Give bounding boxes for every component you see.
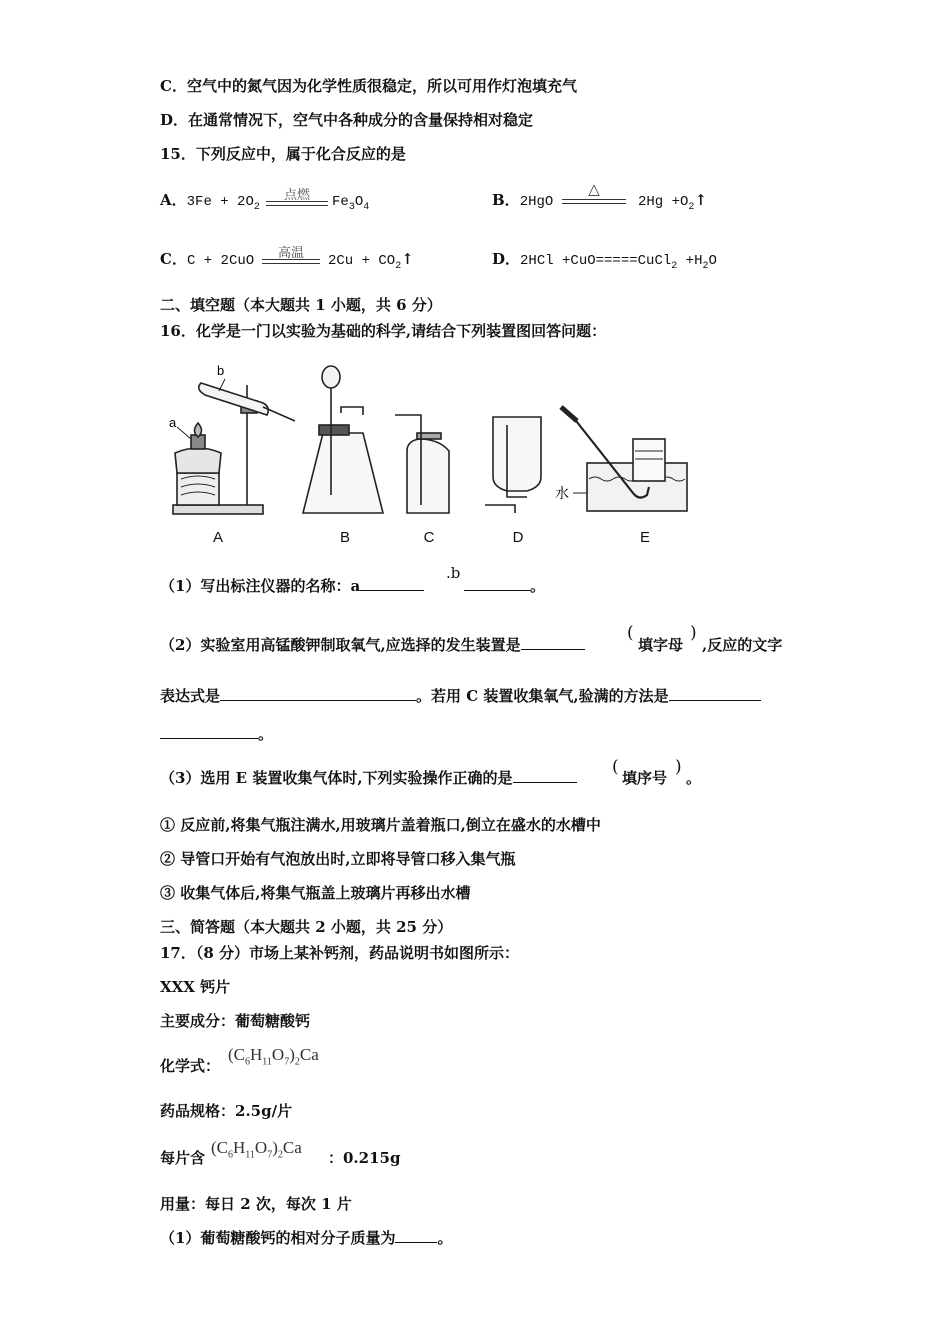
equation-right	[638, 193, 707, 213]
dosage: 用量：每日 2 次，每次 1 片	[160, 1195, 352, 1213]
equation: 2HCl +CuO=====CuCl	[520, 253, 672, 269]
subscript: 4	[363, 202, 370, 213]
subscript: 11	[262, 1056, 272, 1068]
flame	[195, 423, 202, 437]
operation-1: ① 反应前,将集气瓶注满水,用玻璃片盖着瓶口,倒立在盛水的水槽中	[160, 816, 601, 834]
part2-hint: 填字母	[638, 636, 684, 654]
q15-option-a	[160, 193, 260, 213]
tube-end	[561, 407, 577, 421]
chemical-formula	[228, 1045, 319, 1067]
product-name: XXX 钙片	[160, 978, 231, 996]
stopper	[319, 425, 349, 435]
condition-high-temp: 高温	[277, 246, 304, 261]
f-h: H	[233, 1138, 246, 1157]
water-label: 水	[555, 485, 569, 501]
q15-option-d	[492, 252, 717, 272]
q17-part1-end: 。	[437, 1229, 453, 1247]
part2-line2-prefix: 表达式是	[160, 687, 221, 705]
answer-blank-b[interactable]	[464, 590, 530, 591]
equals-arrow	[266, 201, 328, 206]
close-paren: )	[690, 623, 697, 643]
f-h: H	[250, 1045, 263, 1064]
q16-part2-line1	[160, 638, 585, 653]
q16-part2-line3	[160, 727, 273, 742]
q15-option-c	[160, 252, 254, 268]
gas-bottle	[407, 439, 449, 513]
product: 2Hg +O	[638, 194, 689, 210]
q17-part1-text: （1）葡萄糖酸钙的相对分子质量为	[160, 1229, 396, 1247]
spec: 药品规格：2.5g/片	[160, 1102, 293, 1120]
section2-heading: 二、填空题（本大题共 1 小题，共 6 分）	[160, 296, 442, 314]
q16-part2-line2	[160, 689, 761, 704]
equation-tail: +H	[677, 253, 703, 269]
subscript: 3	[348, 202, 355, 213]
per-tablet-value: ：0.215g	[328, 1149, 401, 1167]
answer-blank-method[interactable]	[669, 700, 761, 701]
subscript: 6	[245, 1056, 250, 1068]
operation-2: ② 导管口开始有气泡放出时,立即将导管口移入集气瓶	[160, 850, 516, 868]
side-tube	[341, 407, 363, 415]
section3-heading: 三、简答题（本大题共 2 小题，共 25 分）	[160, 918, 453, 936]
gas-arrow: ↑	[401, 250, 414, 268]
answer-blank-device[interactable]	[521, 649, 585, 650]
chemical-formula-2	[211, 1138, 302, 1160]
equation-left: 2HgO	[519, 194, 554, 210]
part2-suffix: ,反应的文字	[702, 636, 783, 654]
equation-right	[328, 252, 414, 272]
option-label: D．	[492, 250, 521, 268]
part2-line2-mid: 。若用 C 装置收集氧气,验满的方法是	[416, 687, 669, 705]
stand-base	[173, 505, 263, 514]
subscript: 2	[395, 261, 402, 272]
equation-left: 3Fe + 2O	[186, 194, 254, 210]
label-a-leader	[177, 427, 191, 439]
subscript: 6	[228, 1149, 233, 1161]
q16-part1	[160, 579, 424, 594]
f-ca: Ca	[299, 1045, 319, 1064]
q14-option-c: C．空气中的氮气因为化学性质很稳定，所以可用作灯泡填充气	[160, 77, 577, 95]
f-o: O	[271, 1045, 285, 1064]
f-ca: Ca	[282, 1138, 302, 1157]
equals-arrow	[562, 199, 626, 204]
label-a: a	[169, 415, 177, 430]
part3-end: 。	[686, 769, 702, 787]
q16-stem: 16．化学是一门以实验为基础的科学,请结合下列装置图回答问题：	[160, 322, 607, 340]
answer-blank-a[interactable]	[360, 590, 424, 591]
q15-option-b	[492, 193, 553, 209]
q17-part1	[160, 1231, 452, 1246]
subscript: 11	[245, 1149, 255, 1161]
option-label: C．	[160, 250, 187, 268]
part2-end: 。	[258, 725, 274, 743]
part1-b-label: .b	[446, 564, 461, 582]
option-label: A．	[160, 191, 187, 209]
f-close: )	[289, 1045, 295, 1064]
answer-blank-method-cont[interactable]	[160, 738, 258, 739]
equals-arrow	[262, 259, 320, 264]
open-paren: (	[627, 623, 634, 643]
open-paren: (	[612, 757, 619, 777]
apparatus-label-e: E	[639, 529, 650, 546]
subscript: 2	[688, 202, 695, 213]
product: Fe	[332, 194, 349, 210]
q14-option-d: D．在通常情况下，空气中各种成分的含量保持相对稳定	[160, 111, 534, 129]
apparatus-label-a: A	[212, 529, 223, 546]
part1-prefix: （1）写出标注仪器的名称：a	[160, 577, 361, 595]
formula-label: 化学式：	[160, 1057, 221, 1075]
option-label: B．	[492, 191, 520, 209]
product: 2Cu + CO	[328, 253, 396, 269]
alcohol-lamp	[175, 448, 221, 473]
subscript: 2	[671, 261, 678, 272]
inverted-bottle	[493, 417, 541, 491]
q16-part3	[160, 771, 577, 786]
q17-stem: 17．（8 分）市场上某补钙剂，药品说明书如图所示：	[160, 944, 520, 962]
subscript: 7	[267, 1149, 273, 1161]
q15-stem: 15．下列反应中，属于化合反应的是	[160, 145, 406, 163]
conical-flask	[303, 433, 383, 513]
apparatus-figure	[155, 355, 695, 550]
part1-end: 。	[530, 577, 546, 595]
f-open: (C	[228, 1045, 245, 1064]
apparatus-label-c: C	[423, 529, 435, 546]
part2-prefix: （2）实验室用高锰酸钾制取氧气,应选择的发生装置是	[160, 636, 521, 654]
answer-blank-expression[interactable]	[220, 700, 416, 701]
subscript: 2	[253, 202, 260, 213]
close-paren: )	[675, 757, 682, 777]
condition-heat: △	[588, 180, 600, 198]
f-open: (C	[211, 1138, 228, 1157]
equation-left: C + 2CuO	[186, 253, 255, 269]
equation-right	[332, 193, 369, 213]
gas-arrow: ↑	[694, 191, 708, 209]
part3-hint: 填序号	[622, 769, 668, 787]
apparatus-label-b: B	[339, 529, 350, 546]
subscript: 2	[702, 261, 709, 272]
subscript: 2	[294, 1056, 300, 1068]
answer-blank-ops[interactable]	[513, 782, 577, 783]
outlet-tube	[485, 505, 515, 513]
main-ingredient: 主要成分：葡萄糖酸钙	[160, 1012, 311, 1030]
product-o: O	[354, 194, 364, 210]
equation-end: O	[708, 253, 717, 269]
operation-3: ③ 收集气体后,将集气瓶盖上玻璃片再移出水槽	[160, 884, 471, 902]
funnel-bulb	[322, 366, 340, 388]
part1-b-answer	[464, 579, 545, 594]
per-tablet-label: 每片含	[160, 1149, 206, 1167]
answer-blank-mass[interactable]	[395, 1242, 437, 1243]
subscript: 7	[284, 1056, 290, 1068]
f-o: O	[254, 1138, 268, 1157]
apparatus-label-d: D	[512, 529, 524, 546]
part3-prefix: （3）选用 E 装置收集气体时,下列实验操作正确的是	[160, 769, 513, 787]
f-close: )	[272, 1138, 278, 1157]
test-tube	[199, 383, 269, 415]
label-b: b	[217, 363, 225, 378]
gas-jar	[633, 439, 665, 481]
subscript: 2	[277, 1149, 283, 1161]
condition-ignite: 点燃	[283, 188, 310, 203]
